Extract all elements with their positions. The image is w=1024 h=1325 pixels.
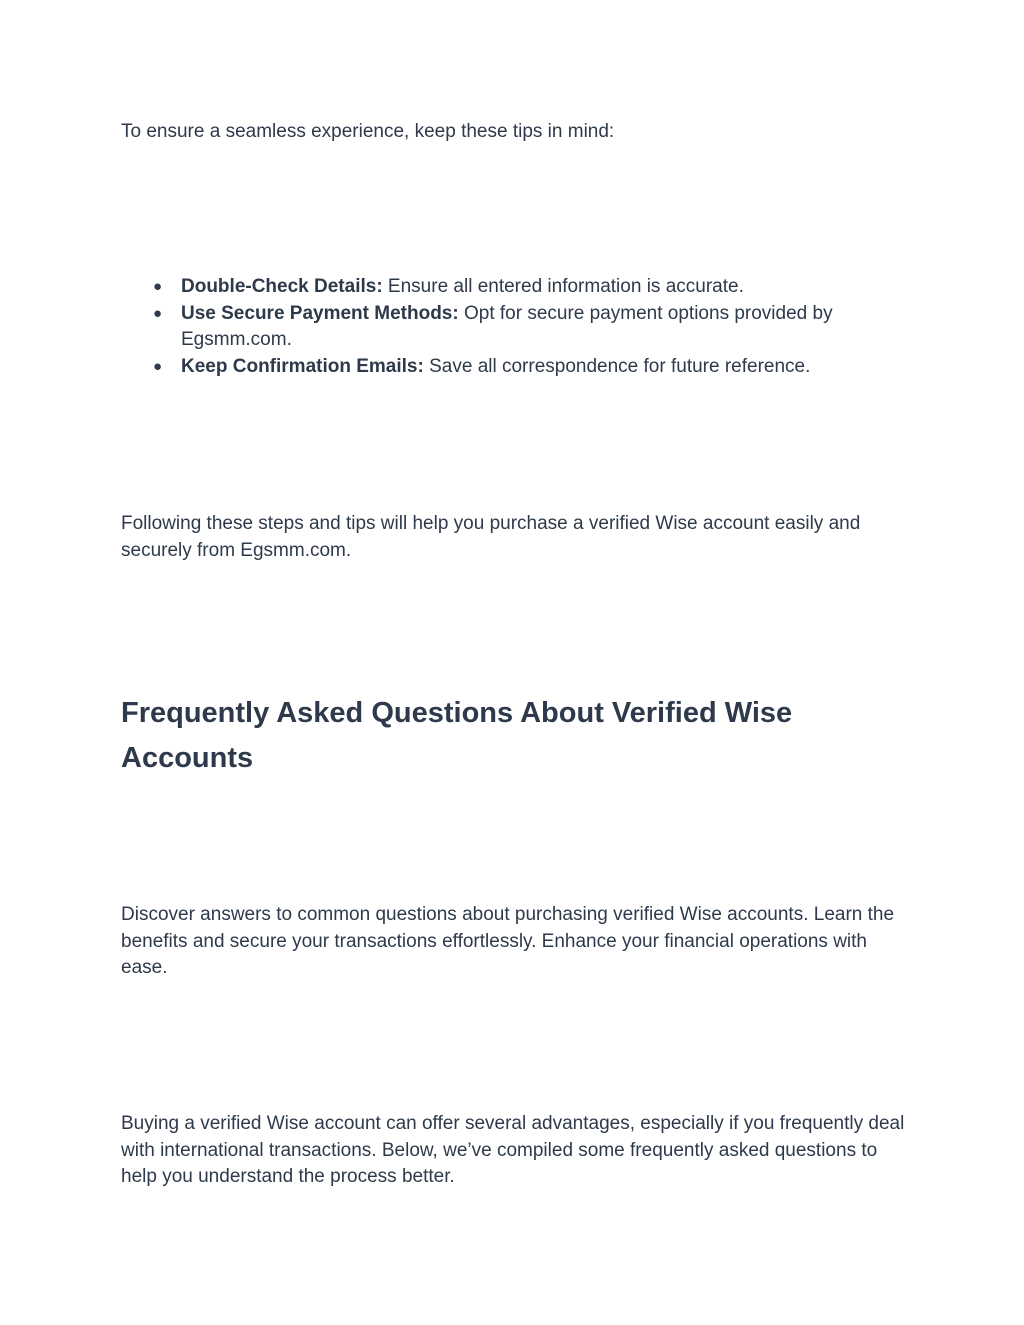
list-item <box>121 301 911 354</box>
tip-text: Save all correspondence for future reference. <box>423 355 811 377</box>
tip-text: Ensure all entered information is accurate. <box>382 276 744 297</box>
section-heading: Frequently Asked Questions About Verified Wise Accounts <box>121 697 793 774</box>
bullet-icon: ● <box>153 278 163 295</box>
summary-paragraph: Following these steps and tips will help you purchase a verified Wise account easily and securely from Egsmm.com. <box>121 513 861 561</box>
tip-title: Keep Confirmation Emails: <box>181 355 424 377</box>
list-item <box>121 354 911 381</box>
buying-paragraph: Buying a verified Wise account can offer several advantages, especially if you frequently deal with international transactions. Below, we’ve compiled some frequently asked questions to help you understand the process better. <box>121 1113 905 1187</box>
bullet-icon: ● <box>153 357 163 375</box>
discover-paragraph: Discover answers to common questions about purchasing verified Wise accounts. Learn the benefits and secure your transactions effortlessly. Enhance your financial operations with ease. <box>121 904 895 978</box>
tip-text: Opt for secure payment options provided by Egsmm.com. <box>181 302 833 350</box>
tip-title: Double-Check Details: <box>181 276 383 297</box>
bullet-icon: ● <box>153 304 163 322</box>
list-item <box>121 274 911 301</box>
tip-title: Use Secure Payment Methods: <box>181 302 459 324</box>
intro-paragraph: To ensure a seamless experience, keep these tips in mind: <box>121 121 615 142</box>
tips-list <box>121 274 911 380</box>
